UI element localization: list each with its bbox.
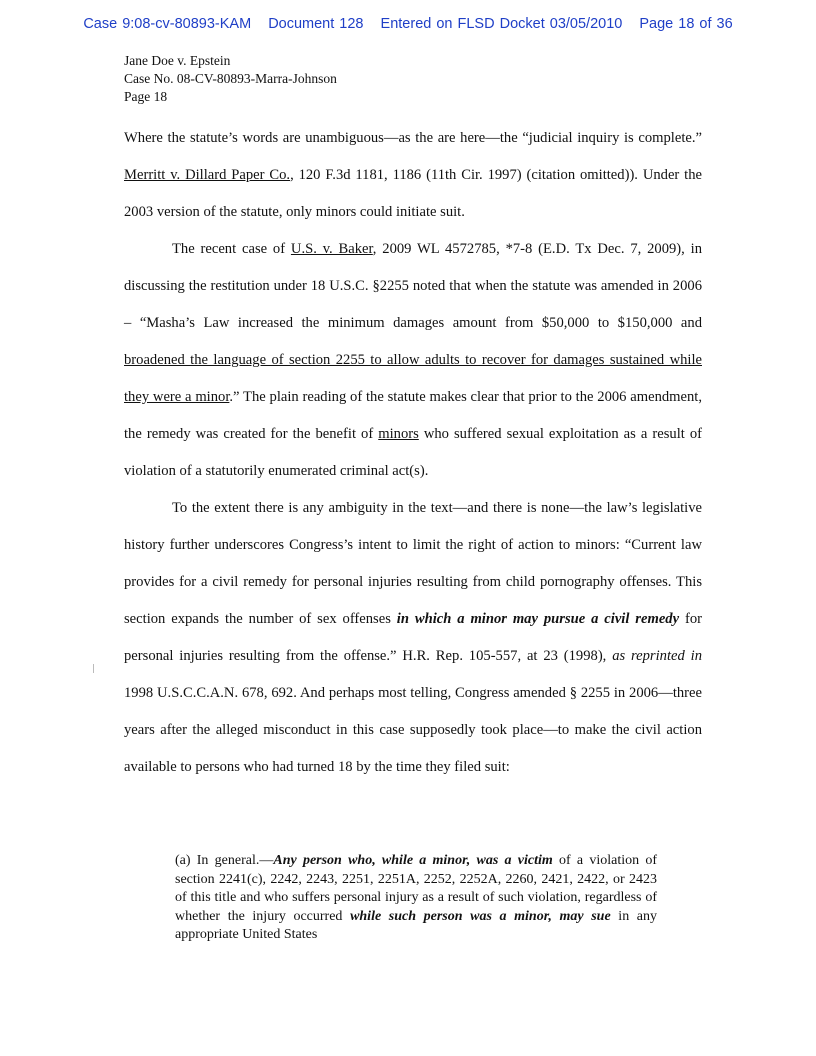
p3-text-1: To the extent there is any ambiguity in the text—and there is none—the law’s legislative history further underscores Congress’s intent to limit the right of action to minors: “Current law provides for a civil remedy for personal injuries resulting from child pornography offenses. This section expands the number of sex offenses [124, 500, 702, 627]
p2-text-3: .” The plain reading of the statute makes clear that prior to the 2006 amendment, the remedy was created for the benefit of [124, 389, 702, 442]
quote-emphasis-1: Any person who, while a minor, was a victim [273, 853, 553, 868]
p2-text-4: who suffered sexual exploitation as a result of violation of a statutorily enumerated criminal act(s). [124, 426, 702, 479]
case-caption [124, 52, 337, 106]
p3-reprinted: as reprinted in [612, 648, 702, 664]
docket-entry: Entered on FLSD Docket 03/05/2010 [380, 16, 623, 32]
underlined-minors: minors [378, 426, 419, 442]
quote-text-3: in any appropriate United States [175, 908, 658, 943]
quote-paragraph [175, 852, 657, 945]
p3-text-3: 1998 U.S.C.C.A.N. 678, 692. And perhaps most telling, Congress amended § 2255 in 2006—three years after the alleged misconduct in this case supposedly took place—to make the civil action available to persons who had turned 18 by the time they filed suit: [124, 685, 702, 775]
caption-case-no: Case No. 08-CV-80893-Marra-Johnson [124, 71, 337, 86]
caption-title: Jane Doe v. Epstein [124, 53, 231, 68]
docket-header [0, 16, 816, 32]
document-body [124, 120, 702, 786]
p2-text-2: , 2009 WL 4572785, *7-8 (E.D. Tx Dec. 7, 2009), in discussing the restitution under 18 U.S.C. §2255 noted that when the statute was amended in 2006 – “Masha’s Law increased the minimum damages amount from $50,000 to $150,000 and [124, 241, 702, 331]
paragraph-2 [124, 231, 702, 490]
case-citation-baker: U.S. v. Baker [290, 241, 373, 257]
quote-text-2: of a violation of section 2241(c), 2242, 2243, 2251, 2251A, 2252, 2252A, 2260, 2421, 2422, or 2423 of this title and who suffers personal injury as a result of such violation, regardless of whether the injury occurred [175, 853, 657, 924]
quote-emphasis-2: while such person was a minor, may sue [350, 908, 611, 924]
case-number: Case 9:08-cv-80893-KAM [83, 16, 252, 32]
caption-page: Page 18 [124, 89, 168, 104]
page-count: Page 18 of 36 [639, 16, 733, 32]
p3-emphasis: in which a minor may pursue a civil remedy [396, 611, 680, 627]
p2-text-1: The recent case of [172, 241, 291, 257]
margin-mark [93, 664, 94, 673]
block-quote [175, 852, 657, 945]
case-citation-merritt: Merritt v. Dillard Paper Co. [124, 167, 291, 183]
document-number: Document 128 [268, 16, 364, 32]
paragraph-1 [124, 120, 702, 231]
underlined-quote: broadened the language of section 2255 to allow adults to recover for damages sustained while they were a minor [124, 352, 702, 405]
p3-text-2: for personal injuries resulting from the offense.” H.R. Rep. 105-557, at 23 (1998), [124, 611, 702, 664]
paragraph-3 [124, 490, 702, 786]
p1-text-1: Where the statute’s words are unambiguous—as the are here—the “judicial inquiry is complete.” [124, 130, 702, 146]
quote-text-1: (a) In general.— [175, 853, 274, 868]
p1-text-2: , 120 F.3d 1181, 1186 (11th Cir. 1997) (citation omitted)). Under the 2003 version of the statute, only minors could initiate suit. [124, 167, 702, 220]
